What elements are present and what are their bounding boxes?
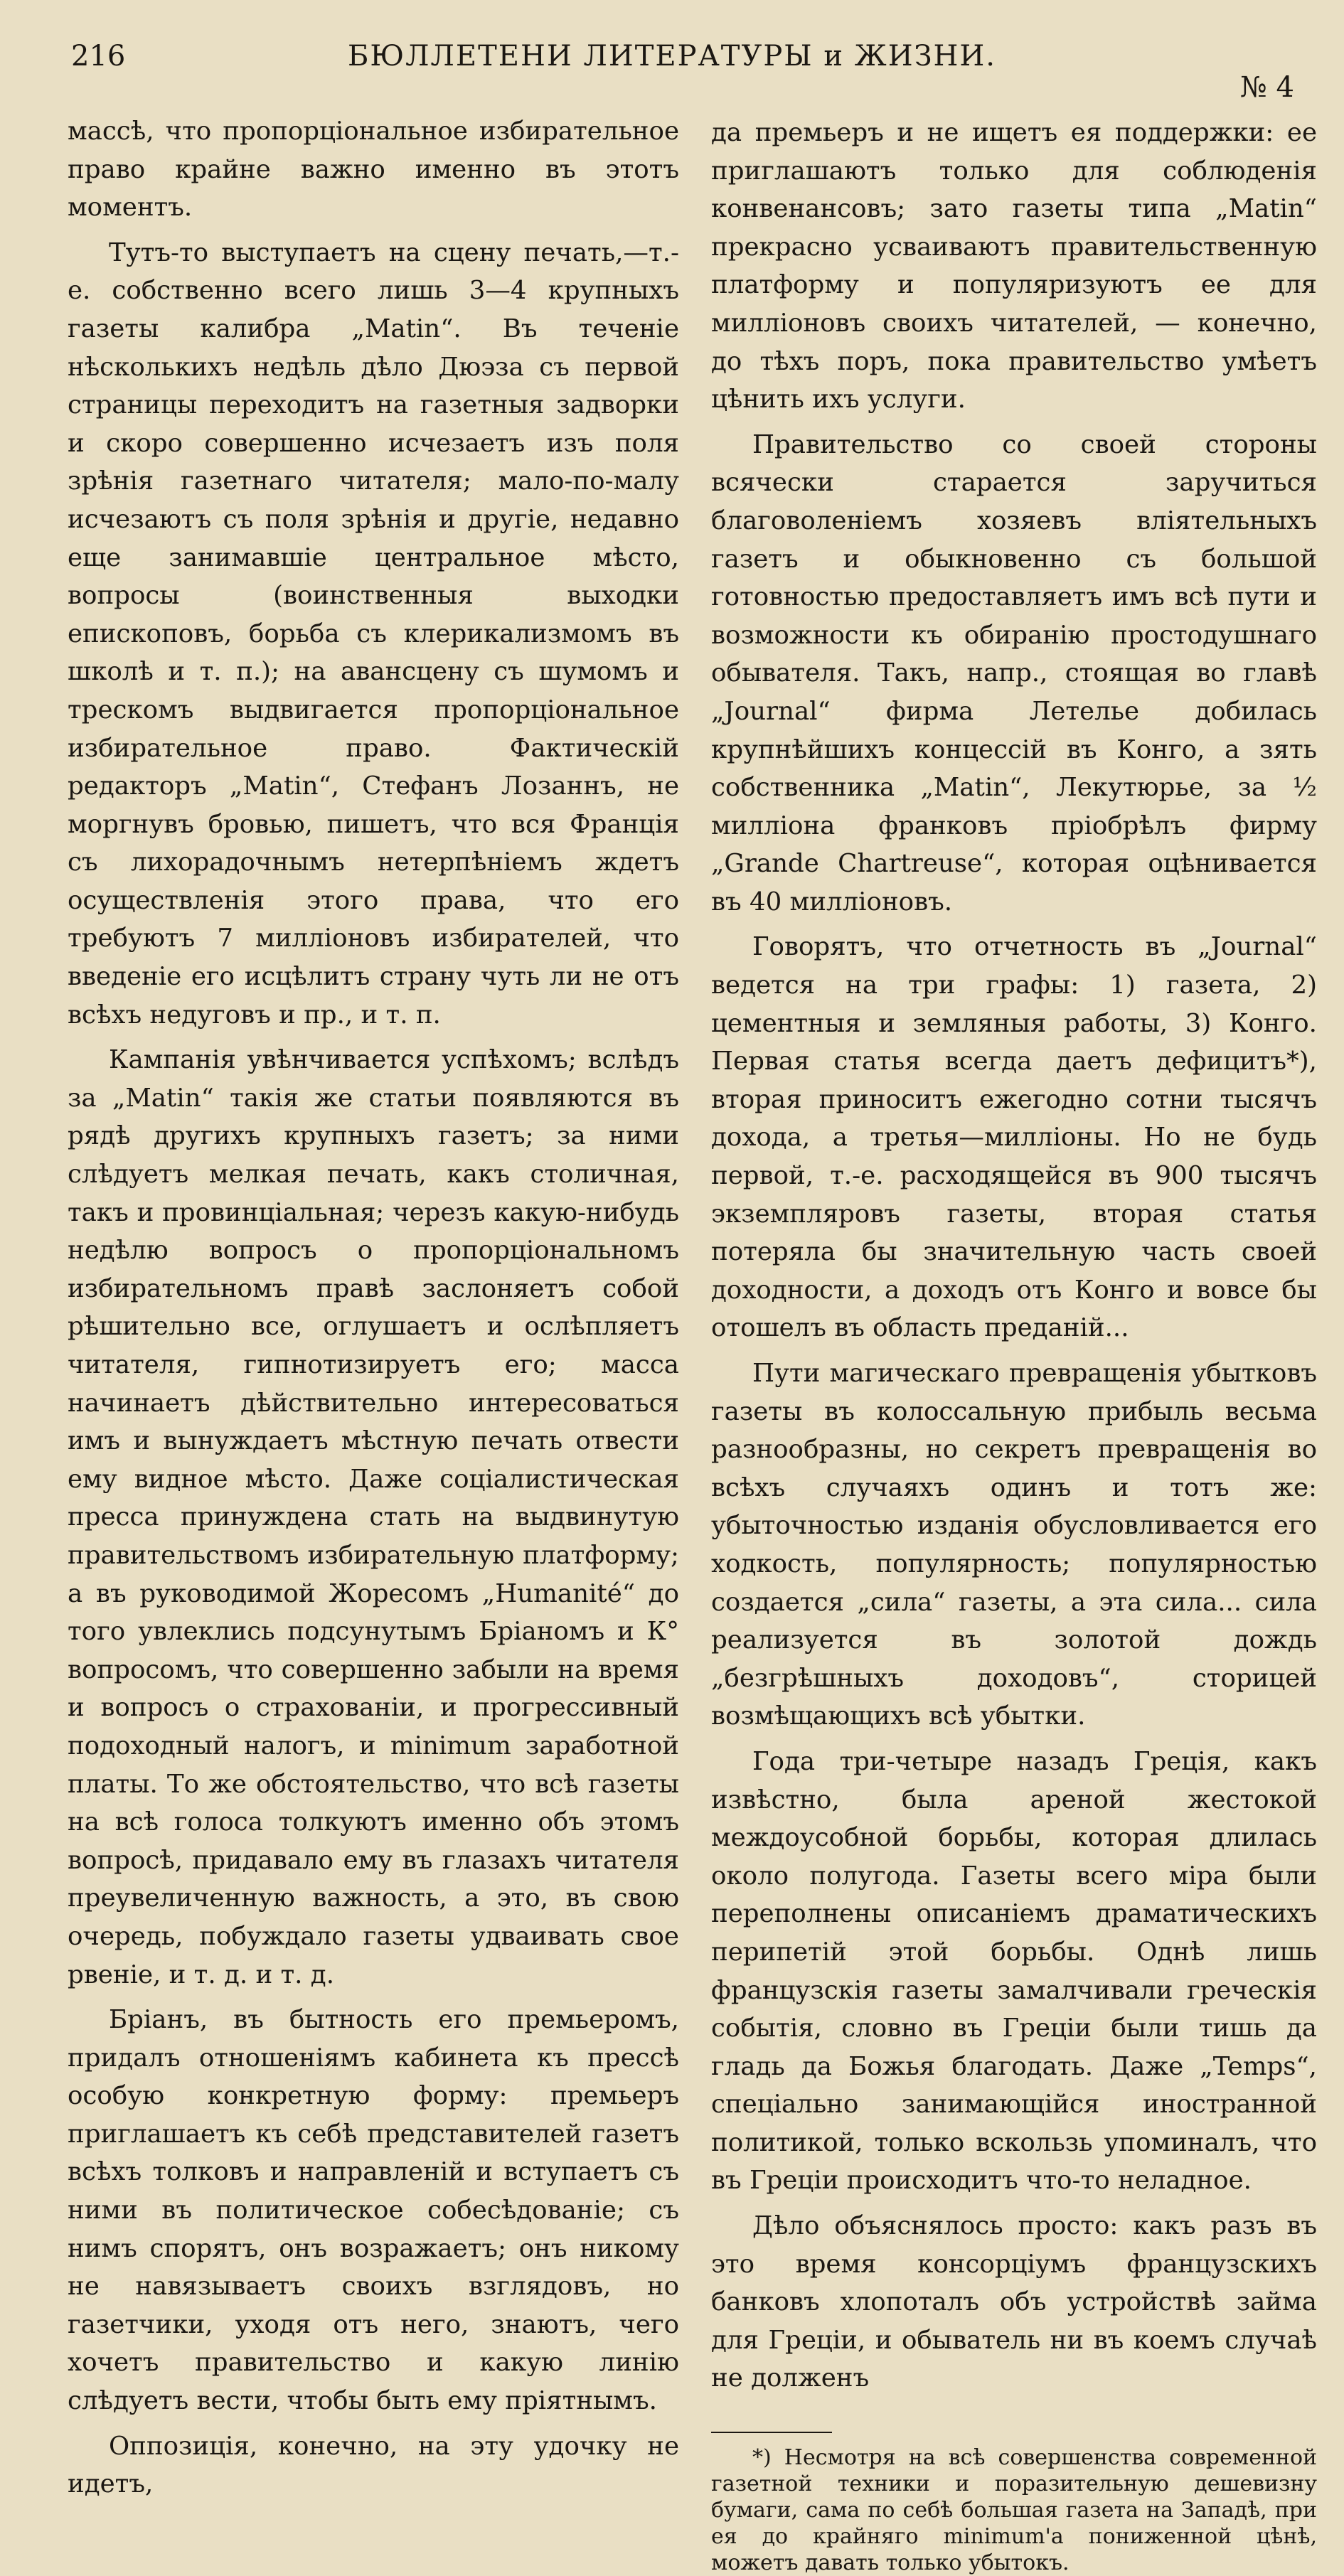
- paragraph: массѣ, что пропорціональное избирательное право крайне важно именно въ этотъ моментъ.: [68, 117, 679, 223]
- footnote: *) Несмотря на всѣ совершенства современной газетной техники и поразительную дешевизну бумаги, сама по себѣ большая газета на Западѣ, при ея до крайняго minimum'а пониженной цѣнѣ, можетъ давать только убытокъ.: [711, 2445, 1317, 2576]
- paragraph: Дѣло объяснялось просто: какъ разъ въ это время консорціумъ французскихъ банковъ хлопоталъ объ устройствѣ займа для Греціи, и обыватель ни въ коемъ случаѣ не долженъ: [711, 2211, 1317, 2393]
- paragraph: Тутъ-то выступаетъ на сцену печать,—т.-е. собственно всего лишь 3—4 крупныхъ газеты калибра „Matin“. Въ теченіе нѣсколькихъ недѣль дѣло Дюэза съ первой страницы переходитъ на газетныя задворки и скоро совершенно исчезаетъ изъ поля зрѣнія газетнаго читателя; мало-по-малу исчезаютъ съ поля зрѣнія и другіе, недавно еще занимавшіе центральное мѣсто, вопросы (воинственныя выходки епископовъ, борьба съ клерикализмомъ въ школѣ и т. п.); на авансцену съ шумомъ и трескомъ выдвигается пропорціональное избирательное право. Фактическій редакторъ „Matin“, Стефанъ Лозаннъ, не моргнувъ бровью, пишетъ, что вся Франція съ лихорадочнымъ нетерпѣніемъ ждетъ осуществленія этого права, что его требуютъ 7 милліоновъ избирателей, что введеніе его исцѣлитъ страну чуть ли не отъ всѣхъ недуговъ и пр., и т. п.: [68, 237, 679, 1030]
- footnote-divider: [711, 2432, 832, 2433]
- running-title: БЮЛЛЕТЕНИ ЛИТЕРАТУРЫ и ЖИЗНИ.: [348, 40, 996, 73]
- paragraph: Оппозиція, конечно, на эту удочку не идетъ,: [68, 2431, 679, 2499]
- left-column: [68, 112, 679, 2503]
- paragraph: да премьеръ и не ищетъ ея поддержки: ее приглашаютъ только для соблюденія конвенансовъ; зато газеты типа „Matin“ прекрасно усваиваютъ правительственную платформу и популяризуютъ ее для милліоновъ своихъ читателей, — конечно, до тѣхъ поръ, пока правительство умѣетъ цѣнить ихъ услуги.: [711, 118, 1317, 415]
- paragraph: Кампанія увѣнчивается успѣхомъ; вслѣдъ за „Matin“ такія же статьи появляются въ рядѣ другихъ крупныхъ газетъ; за ними слѣдуетъ мелкая печать, какъ столичная, такъ и провинціальная; черезъ какую-нибудь недѣлю вопросъ о пропорціональномъ избирательномъ правѣ заслоняетъ собой рѣшительно все, оглушаетъ и ослѣпляетъ читателя, гипнотизируетъ его; масса начинаетъ дѣйствительно интересоваться имъ и вынуждаетъ мѣстную печать отвести ему видное мѣсто. Даже соціалистическая пресса принуждена стать на выдвинутую правительствомъ избирательную платформу; а въ руководимой Жоресомъ „Humanité“ до того увлеклись подсунутымъ Бріаномъ и К° вопросомъ, что совершенно забыли на время и вопросъ о страхованіи, и прогрессивный подоходный налогъ, и minimum заработной платы. То же обстоятельство, что всѣ газеты на всѣ голоса толкуютъ именно объ этомъ вопросѣ, придавало ему въ глазахъ читателя преувеличенную важность, а это, въ свою очередь, побуждало газеты удваивать свое рвеніе, и т. д. и т. д.: [68, 1045, 679, 1989]
- issue-number: № 4: [1239, 71, 1294, 104]
- right-column: [711, 114, 1317, 2576]
- page-number: 216: [71, 40, 126, 73]
- paragraph: Бріанъ, въ бытность его премьеромъ, придалъ отношеніямъ кабинета къ прессѣ особую конкретную форму: премьеръ приглашаетъ къ себѣ представителей газетъ всѣхъ толковъ и направленій и вступаетъ съ ними въ политическое собесѣдованіе; съ нимъ спорятъ, онъ возражаетъ; онъ никому не навязываетъ своихъ взглядовъ, но газетчики, уходя отъ него, знаютъ, чего хочетъ правительство и какую линію слѣдуетъ вести, чтобы быть ему пріятнымъ.: [68, 2005, 679, 2416]
- paragraph: Пути магическаго превращенія убытковъ газеты въ колоссальную прибыль весьма разнообразны, но секретъ превращенія во всѣхъ случаяхъ одинъ и тотъ же: убыточностью изданія обусловливается его ходкость, популярность; популярностью создается „сила“ газеты, а эта сила... сила реализуется въ золотой дождь „безгрѣшныхъ доходовъ“, сторицей возмѣщающихъ всѣ убытки.: [711, 1359, 1317, 1731]
- page-header: [0, 36, 1344, 104]
- paragraph: Правительство со своей стороны всячески старается заручиться благоволеніемъ хозяевъ вліятельныхъ газетъ и обыкновенно съ большой готовностью предоставляетъ имъ всѣ пути и возможности къ обиранію простодушнаго обывателя. Такъ, напр., стоящая во главѣ „Journal“ фирма Летелье добилась крупнѣйшихъ концессій въ Конго, а зять собственника „Matin“, Лекутюрье, за ½ милліона франковъ пріобрѣлъ фирму „Grande Chartreuse“, которая оцѣнивается въ 40 милліоновъ.: [711, 429, 1317, 916]
- paragraph: Говорятъ, что отчетность въ „Journal“ ведется на три графы: 1) газета, 2) цементныя и земляныя работы, 3) Конго. Первая статья всегда даетъ дефицитъ*), вторая приноситъ ежегодно сотни тысячъ дохода, а третья—милліоны. Но не будь первой, т.-е. расходящейся въ 900 тысячъ экземпляровъ газеты, вторая статья потеряла бы значительную часть своей доходности, а доходъ отъ Конго и вовсе бы отошелъ въ область преданій...: [711, 932, 1317, 1343]
- paragraph: Года три-четыре назадъ Греція, какъ извѣстно, была ареной жестокой междоусобной борьбы, которая длилась около полугода. Газеты всего міра были переполнены описаніемъ драматическихъ перипетій этой борьбы. Однѣ лишь французскія газеты замалчивали греческія событія, словно въ Греціи были тишь да гладь да Божья благодать. Даже „Temps“, спеціально занимающійся иностранной политикой, только вскользь упоминалъ, что въ Греціи происходитъ что-то неладное.: [711, 1746, 1317, 2196]
